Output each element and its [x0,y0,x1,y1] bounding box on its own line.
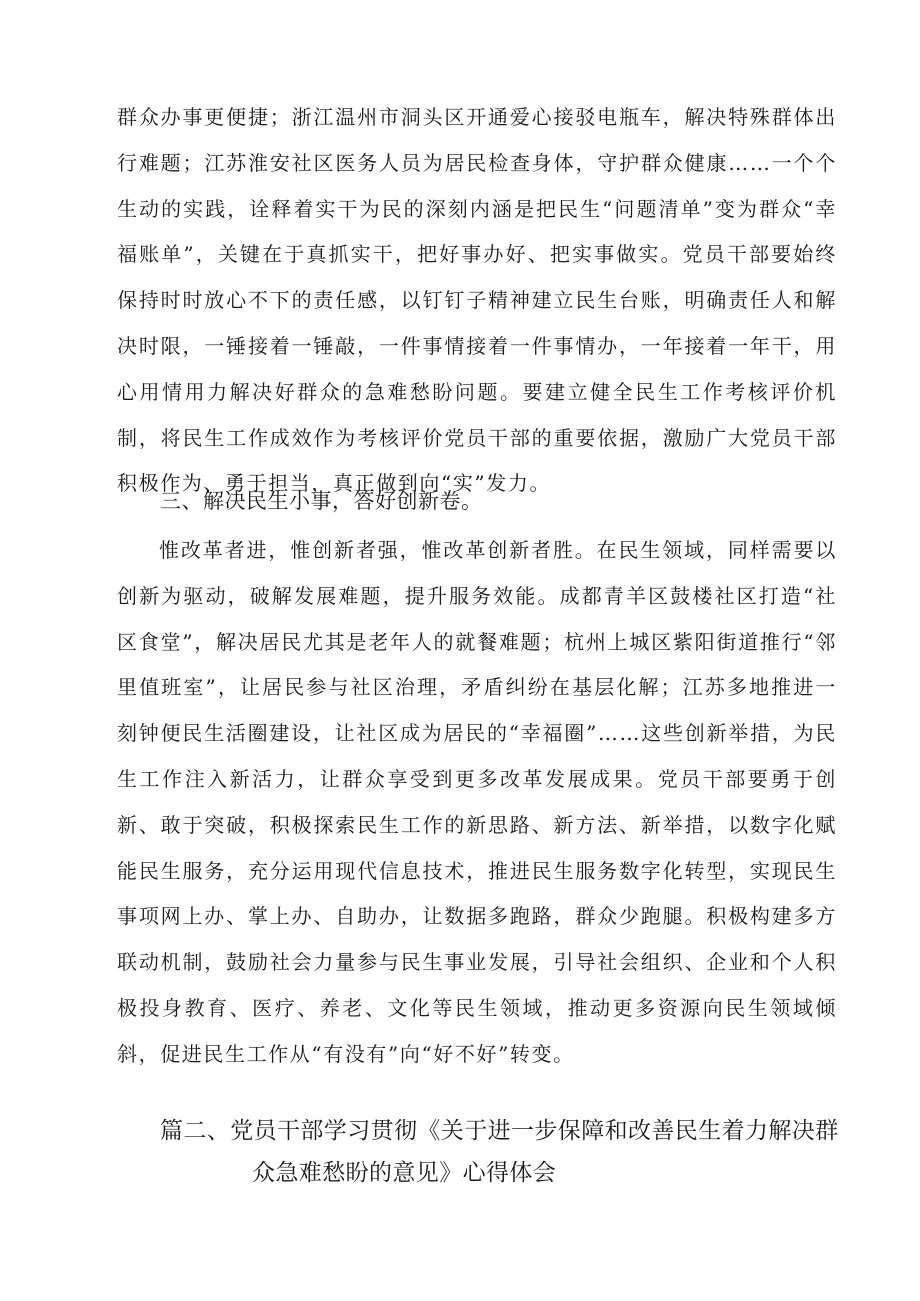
article-title-line: 众急难愁盼的意见》心得体会 [252,1160,557,1186]
body-paragraph: 惟改革者进，惟创新者强，惟改革创新者胜。在民生领域，同样需要以创新为驱动，破解发展难题，提升服务效能。成都青羊区鼓楼社区打造“社区食堂”，解决居民尤其是老年人的就餐难题；杭州上城区紫阳街道推行“邻里值班室”，让居民参与社区治理，矛盾纠纷在基层化解；江苏多地推进一刻钟便民生活圈建设，让社区成为居民的“幸福圈”……这些创新举措，为民生工作注入新活力，让群众享受到更多改革发展成果。党员干部要勇于创新、敢于突破，积极探索民生工作的新思路、新方法、新举措，以数字化赋能民生服务，充分运用现代信息技术，推进民生服务数字化转型，实现民生事项网上办、掌上办、自助办，让数据多跑路，群众少跑腿。积极构建多方联动机制，鼓励社会力量参与民生事业发展，引导社会组织、企业和个人积极投身教育、医疗、养老、文化等民生领域，推动更多资源向民生领域倾斜，促进民生工作从“有没有”向“好不好”转变。 [117,538,837,1066]
section-heading: 三、解决民生小事，答好创新卷。 [160,489,483,513]
article-title-line: 篇二、党员干部学习贯彻《关于进一步保障和改善民生着力解决群 [160,1118,839,1144]
article-title [160,1110,860,1194]
body-paragraph: 群众办事更便捷；浙江温州市洞头区开通爱心接驳电瓶车，解决特殊群体出行难题；江苏淮安社区医务人员为居民检查身体，守护群众健康……一个个生动的实践，诠释着实干为民的深刻内涵是把民生“问题清单”变为群众“幸福账单”，关键在于真抓实干，把好事办好、把实事做实。党员干部要始终保持时时放心不下的责任感，以钉钉子精神建立民生台账，明确责任人和解决时限，一锤接着一锤敲，一件事情接着一件事情办，一年接着一年干，用心用情用力解决好群众的急难愁盼问题。要建立健全民生工作考核评价机制，将民生工作成效作为考核评价党员干部的重要依据，激励广大党员干部积极作为、勇于担当，真正做到向“实”发力。 [117,105,837,496]
